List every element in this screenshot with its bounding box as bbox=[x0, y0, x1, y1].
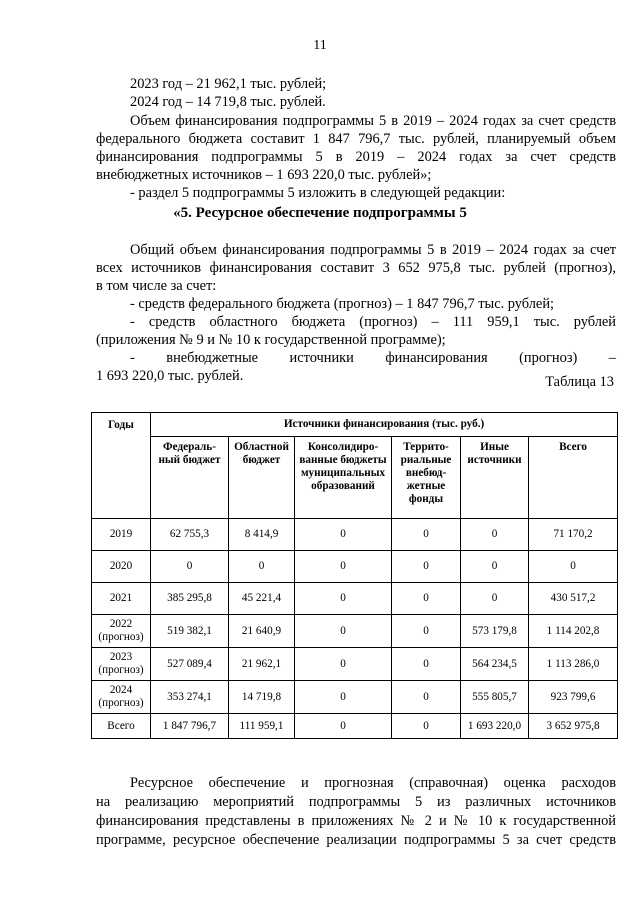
cell-value: 564 234,5 bbox=[461, 648, 529, 681]
paragraph-line: финансирования подпрограммы 5 в 2019 – 2024 годах за счет средств bbox=[96, 149, 616, 165]
cell-value: 45 221,4 bbox=[229, 583, 295, 615]
paragraph-line: на реализацию мероприятий подпрограммы 5 из различных источников bbox=[96, 794, 616, 810]
paragraph-line: (приложения № 9 и № 10 к государственной программе); bbox=[96, 332, 446, 348]
cell-value: 8 414,9 bbox=[229, 519, 295, 551]
cell-value: 0 bbox=[151, 551, 229, 583]
paragraph-line: федерального бюджета составит 1 847 796,7 тыс. рублей, планируемый объем bbox=[96, 131, 616, 147]
cell-value: 0 bbox=[529, 551, 618, 583]
cell-value: 0 bbox=[295, 714, 392, 739]
cell-value: 0 bbox=[392, 583, 461, 615]
cell-value: 0 bbox=[295, 583, 392, 615]
paragraph-line: 1 693 220,0 тыс. рублей. bbox=[96, 368, 244, 384]
table-row bbox=[92, 714, 618, 739]
cell-value: 0 bbox=[229, 551, 295, 583]
text-line: 2023 год – 21 962,1 тыс. рублей; bbox=[130, 76, 327, 92]
text-line: 2024 год – 14 719,8 тыс. рублей. bbox=[130, 94, 326, 110]
paragraph-line: в том числе за счет: bbox=[96, 278, 217, 294]
table-row bbox=[92, 551, 618, 583]
paragraph-line: финансирования представлены в приложениях № 2 и № 10 к государственной bbox=[96, 813, 616, 829]
cell-value: 0 bbox=[295, 648, 392, 681]
paragraph-line: - средств областного бюджета (прогноз) – 111 959,1 тыс. рублей bbox=[130, 314, 616, 330]
cell-value: 923 799,6 bbox=[529, 681, 618, 714]
cell-value: 0 bbox=[392, 615, 461, 648]
table-label: Таблица 13 bbox=[545, 374, 614, 390]
table-row bbox=[92, 648, 618, 681]
cell-value: 0 bbox=[392, 681, 461, 714]
header-other: Иные источники bbox=[461, 437, 529, 519]
cell-value: 0 bbox=[295, 551, 392, 583]
financing-table bbox=[91, 412, 618, 739]
cell-value: 385 295,8 bbox=[151, 583, 229, 615]
header-sources: Источники финансирования (тыс. руб.) bbox=[151, 413, 618, 437]
cell-value: 111 959,1 bbox=[229, 714, 295, 739]
cell-value: 430 517,2 bbox=[529, 583, 618, 615]
cell-value: 1 847 796,7 bbox=[151, 714, 229, 739]
cell-year: 2020 bbox=[92, 551, 151, 583]
paragraph-line: Общий объем финансирования подпрограммы 5 в 2019 – 2024 годах за счет bbox=[130, 242, 616, 258]
cell-value: 1 113 286,0 bbox=[529, 648, 618, 681]
cell-value: 555 805,7 bbox=[461, 681, 529, 714]
cell-value: 3 652 975,8 bbox=[529, 714, 618, 739]
cell-value: 62 755,3 bbox=[151, 519, 229, 551]
cell-value: 0 bbox=[295, 615, 392, 648]
cell-value: 0 bbox=[392, 519, 461, 551]
cell-value: 1 114 202,8 bbox=[529, 615, 618, 648]
header-years: Годы bbox=[92, 413, 151, 519]
cell-value: 0 bbox=[295, 519, 392, 551]
header-municipal: Консолидиро- ванные бюджеты муниципальных образований bbox=[295, 437, 392, 519]
header-territorial-funds: Террито- риальные внебюд- жетные фонды bbox=[392, 437, 461, 519]
cell-value: 519 382,1 bbox=[151, 615, 229, 648]
cell-value: 0 bbox=[461, 519, 529, 551]
cell-value: 0 bbox=[295, 681, 392, 714]
cell-value: 21 962,1 bbox=[229, 648, 295, 681]
cell-value: 71 170,2 bbox=[529, 519, 618, 551]
cell-value: 0 bbox=[392, 551, 461, 583]
paragraph-line: всех источников финансирования составит 3 652 975,8 тыс. рублей (прогноз), bbox=[96, 260, 616, 276]
cell-year: 2024 (прогноз) bbox=[92, 681, 151, 714]
page-number: 11 bbox=[313, 38, 327, 53]
table-row bbox=[92, 519, 618, 551]
cell-year: 2022 (прогноз) bbox=[92, 615, 151, 648]
cell-year: Всего bbox=[92, 714, 151, 739]
cell-value: 21 640,9 bbox=[229, 615, 295, 648]
paragraph-line: - средств федерального бюджета (прогноз) – 1 847 796,7 тыс. рублей; bbox=[130, 296, 555, 312]
paragraph-line: внебюджетных источников – 1 693 220,0 тыс. рублей»; bbox=[96, 167, 432, 183]
cell-year: 2021 bbox=[92, 583, 151, 615]
cell-value: 527 089,4 bbox=[151, 648, 229, 681]
cell-year: 2019 bbox=[92, 519, 151, 551]
table-row bbox=[92, 583, 618, 615]
paragraph-line: программе, ресурсное обеспечение реализации подпрограммы 5 за счет средств bbox=[96, 832, 616, 848]
instruction-line: - раздел 5 подпрограммы 5 изложить в следующей редакции: bbox=[130, 185, 506, 201]
cell-value: 0 bbox=[392, 714, 461, 739]
cell-value: 573 179,8 bbox=[461, 615, 529, 648]
section-heading: «5. Ресурсное обеспечение подпрограммы 5 bbox=[173, 205, 467, 221]
cell-value: 1 693 220,0 bbox=[461, 714, 529, 739]
cell-value: 0 bbox=[461, 583, 529, 615]
cell-value: 0 bbox=[392, 648, 461, 681]
paragraph-line: Объем финансирования подпрограммы 5 в 2019 – 2024 годах за счет средств bbox=[130, 113, 616, 129]
paragraph-line: Ресурсное обеспечение и прогнозная (справочная) оценка расходов bbox=[130, 775, 616, 791]
cell-value: 0 bbox=[461, 551, 529, 583]
cell-value: 14 719,8 bbox=[229, 681, 295, 714]
cell-value: 353 274,1 bbox=[151, 681, 229, 714]
header-regional: Областной бюджет bbox=[229, 437, 295, 519]
cell-year: 2023 (прогноз) bbox=[92, 648, 151, 681]
header-total: Всего bbox=[529, 437, 618, 519]
table-row bbox=[92, 615, 618, 648]
table-row bbox=[92, 681, 618, 714]
header-federal: Федераль- ный бюджет bbox=[151, 437, 229, 519]
paragraph-line: - внебюджетные источники финансирования (прогноз) – bbox=[130, 350, 616, 366]
